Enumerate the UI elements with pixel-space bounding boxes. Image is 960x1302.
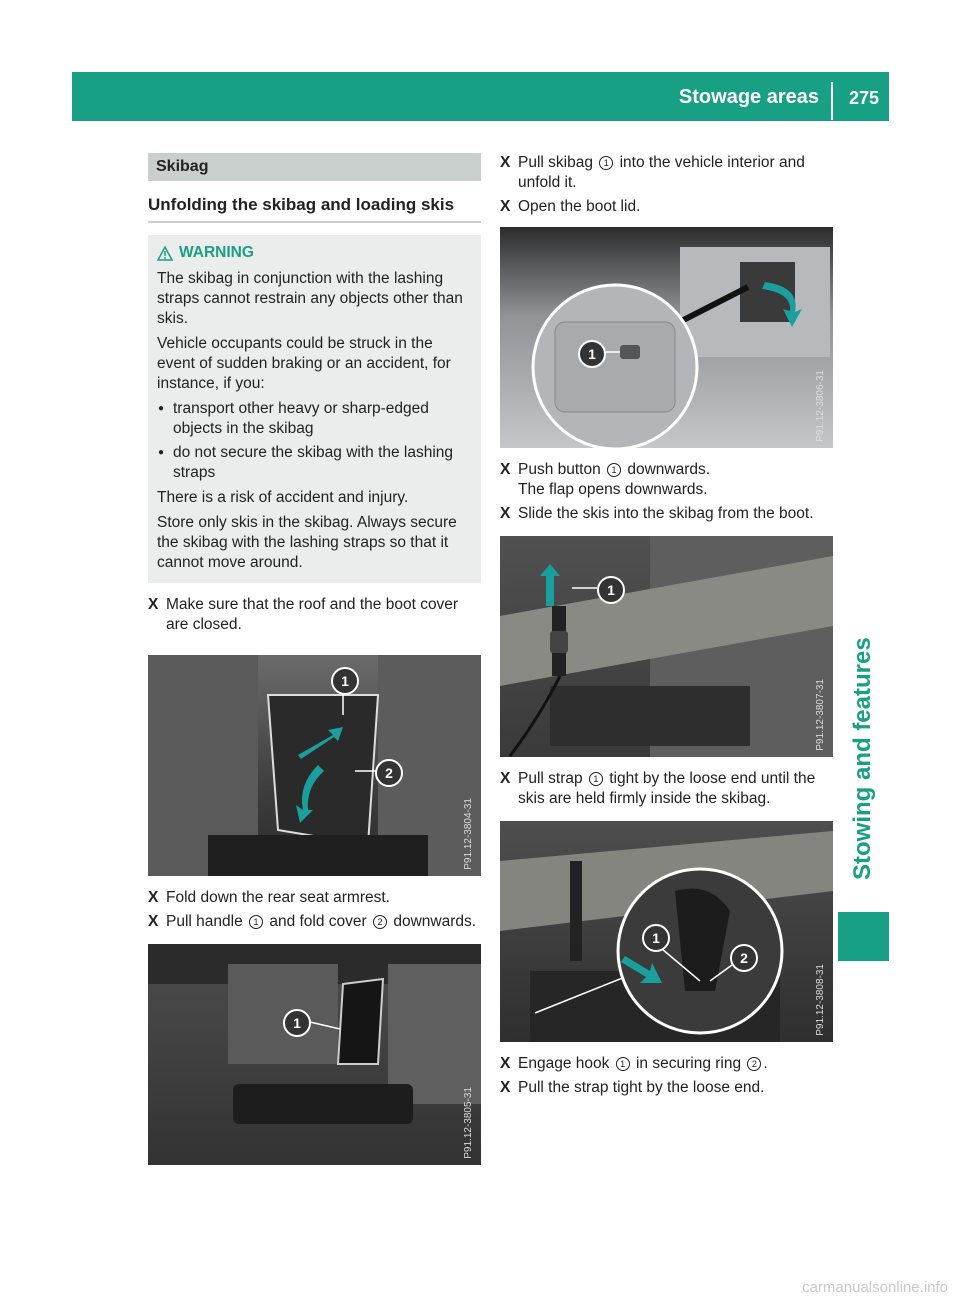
ref-circle: 2	[373, 915, 387, 929]
warning-box	[148, 235, 481, 583]
step-text: Pull handle	[166, 913, 243, 930]
figure-skis-loading	[500, 536, 833, 757]
side-tab	[838, 260, 889, 880]
figure-armrest	[148, 655, 481, 876]
step-item	[500, 460, 833, 500]
ref-circle: 1	[616, 1057, 630, 1071]
right-column	[500, 153, 833, 1102]
figure-boot	[500, 227, 833, 448]
step-text: Make sure that the roof and the boot cover are closed.	[166, 596, 459, 633]
step-marker: X	[148, 913, 159, 930]
ref-circle: 2	[747, 1057, 761, 1071]
step-text: and fold cover	[269, 913, 367, 930]
step-item	[500, 197, 833, 217]
side-tab-label: Stowing and features	[849, 637, 876, 880]
warning-advice: Store only skis in the skibag. Always secure the skibag with the lashing straps so that it cannot move around.	[157, 514, 457, 571]
page-header	[72, 72, 889, 121]
step-item	[500, 504, 833, 524]
callout-2: 2	[375, 759, 403, 787]
figure-code: P91.12-3805-31	[463, 1087, 474, 1159]
armrest-illustration	[148, 655, 481, 876]
ref-circle: 1	[589, 772, 603, 786]
step-note: The flap opens downwards.	[518, 481, 708, 498]
footer-watermark: carmanualsonline.info	[802, 1279, 948, 1296]
warning-intro: The skibag in conjunction with the lashing straps cannot restrain any objects other than skis.	[157, 270, 463, 327]
step-marker: X	[500, 505, 511, 522]
callout-1: 1	[331, 667, 359, 695]
figure-code: P91.12-3808-31	[815, 964, 826, 1036]
callout-1: 1	[578, 340, 606, 368]
ref-circle: 1	[249, 915, 263, 929]
step-text: Push button	[518, 461, 601, 478]
step-text: Fold down the rear seat armrest.	[166, 889, 390, 906]
header-title: Stowage areas	[678, 86, 819, 108]
step-item	[500, 769, 833, 809]
header-separator	[831, 82, 833, 120]
step-marker: X	[500, 1055, 511, 1072]
warning-list	[157, 399, 472, 483]
step-item	[148, 912, 481, 932]
step-marker: X	[500, 1079, 511, 1096]
warning-label: WARNING	[179, 244, 254, 261]
step-item	[500, 153, 833, 193]
step-marker: X	[500, 154, 511, 171]
step-text: downwards.	[393, 913, 477, 930]
skibag-pocket-illustration	[148, 944, 481, 1165]
step-marker: X	[148, 889, 159, 906]
figure-skibag-pocket	[148, 944, 481, 1165]
step-text: .	[763, 1055, 768, 1072]
step-marker: X	[500, 770, 511, 787]
section-heading: Skibag	[148, 153, 481, 181]
callout-1: 1	[597, 576, 625, 604]
step-item	[500, 1078, 833, 1098]
step-marker: X	[500, 198, 511, 215]
step-text: into the vehicle interior and unfold it.	[518, 154, 805, 191]
warning-risk: There is a risk of accident and injury.	[157, 489, 409, 506]
warning-bullet: ● transport other heavy or sharp-edged objects in the skibag	[157, 399, 472, 439]
step-text: Pull strap	[518, 770, 583, 787]
left-column	[148, 153, 481, 1165]
page-number: 275	[848, 88, 879, 108]
callout-1: 1	[283, 1009, 311, 1037]
warning-p2: Vehicle occupants could be struck in the event of sudden braking or an accident, for instance, if you:	[157, 335, 451, 392]
warning-header	[157, 243, 472, 263]
step-text: Slide the skis into the skibag from the boot.	[518, 505, 814, 522]
step-marker: X	[500, 461, 511, 478]
warning-triangle-icon	[157, 246, 173, 261]
warning-bullet: ● do not secure the skibag with the lashing straps	[157, 443, 472, 483]
section-title: Unfolding the skibag and loading skis	[148, 195, 481, 223]
boot-illustration	[500, 227, 833, 448]
callout-2: 2	[730, 944, 758, 972]
callout-1: 1	[642, 924, 670, 952]
step-item	[500, 1054, 833, 1074]
skis-loading-illustration	[500, 536, 833, 757]
figure-code: P91.12-3807-31	[815, 679, 826, 751]
step-text: downwards.	[627, 461, 711, 478]
step-text: Pull skibag	[518, 154, 593, 171]
step-item	[148, 595, 481, 635]
side-tab-block	[838, 912, 889, 961]
step-text: Pull the strap tight by the loose end.	[518, 1079, 765, 1096]
step-text: in securing ring	[635, 1055, 742, 1072]
ref-circle: 1	[599, 156, 613, 170]
step-marker: X	[148, 596, 159, 613]
step-text: tight by the loose end until the skis are held firmly inside the skibag.	[518, 770, 816, 807]
figure-code: P91.12-3806-31	[815, 370, 826, 442]
step-text: Open the boot lid.	[518, 198, 641, 215]
step-text: Engage hook	[518, 1055, 610, 1072]
figure-hook-ring	[500, 821, 833, 1042]
step-item	[148, 888, 481, 908]
ref-circle: 1	[607, 463, 621, 477]
figure-code: P91.12-3804-31	[463, 798, 474, 870]
page-footer	[0, 1272, 960, 1302]
